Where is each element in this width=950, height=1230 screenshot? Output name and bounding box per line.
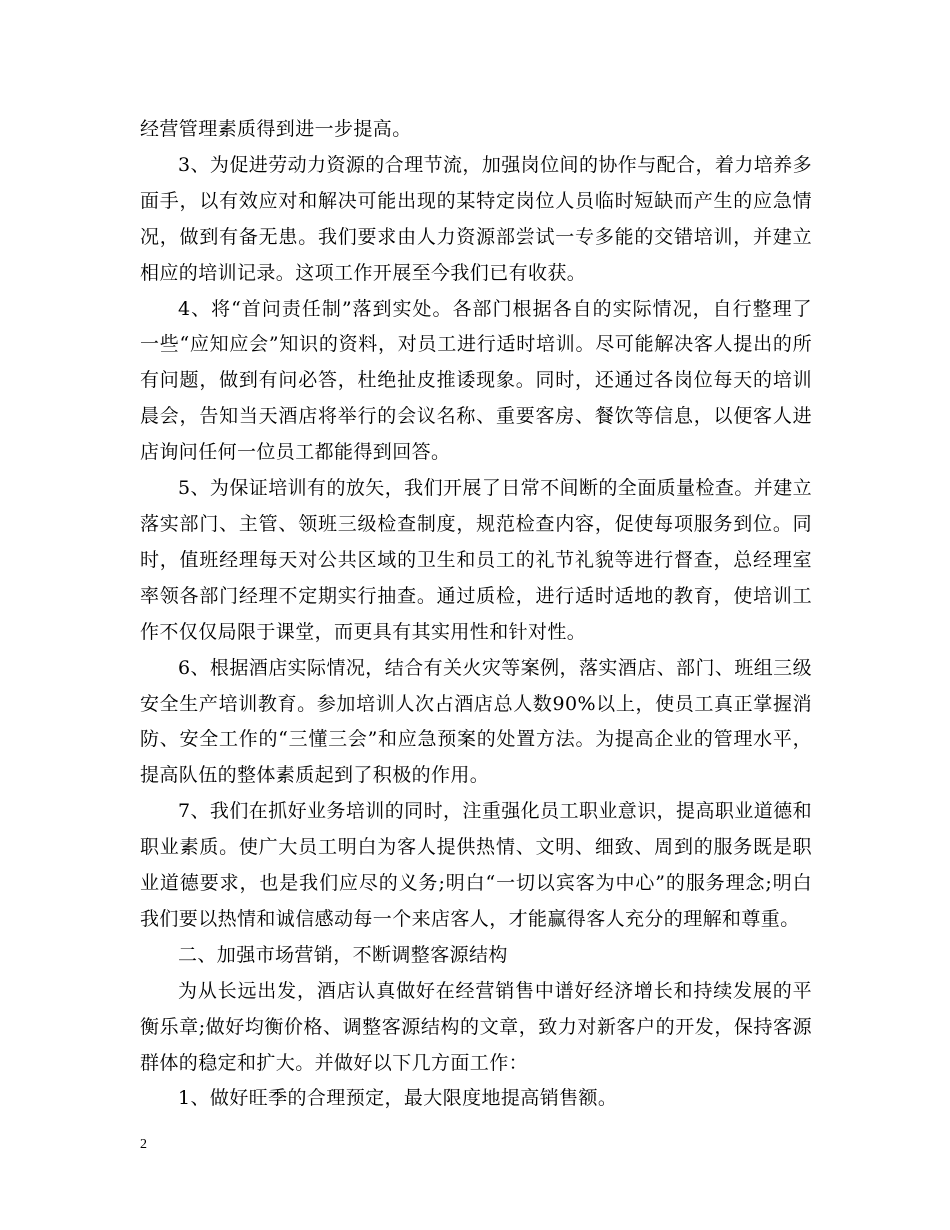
- paragraph-continuation: 经营管理素质得到进一步提高。: [140, 118, 412, 140]
- page-number: 2: [140, 1137, 147, 1152]
- paragraph-item-7: 7、我们在抓好业务培训的同时，注重强化员工职业意识，提高职业道德和职业素质。使广大员工明白为客人提供热情、文明、细致、周到的服务既是职业道德要求，也是我们应尽的义务;明白“一切以宾客为中心”的服务理念;明白我们要以热情和诚信感动每一个来店客人，才能赢得客人充分的理解和尊重。: [140, 800, 812, 930]
- paragraph-item-4: 4、将“首问责任制”落到实处。各部门根据各自的实际情况，自行整理了一些“应知应会”知识的资料，对员工进行适时培训。尽可能解决客人提出的所有问题，做到有问必答，杜绝扯皮推诿现象。同时，还通过各岗位每天的培训晨会，告知当天酒店将举行的会议名称、重要客房、餐饮等信息，以便客人进店询问任何一位员工都能得到回答。: [140, 297, 812, 464]
- paragraph-item-6: 6、根据酒店实际情况，结合有关火灾等案例，落实酒店、部门、班组三级安全生产培训教育。参加培训人次占酒店总人数90%以上，使员工真正掌握消防、安全工作的“三懂三会”和应急预案的处置方法。为提高企业的管理水平，提高队伍的整体素质起到了积极的作用。: [140, 656, 812, 787]
- paragraph-item-3: 3、为促进劳动力资源的合理节流，加强岗位间的协作与配合，着力培养多面手，以有效应对和解决可能出现的某特定岗位人员临时短缺而产生的应急情况，做到有备无患。我们要求由人力资源部尝试一专多能的交错培训，并建立相应的培训记录。这项工作开展至今我们已有收获。: [140, 153, 812, 284]
- paragraph-item-5: 5、为保证培训有的放矢，我们开展了日常不间断的全面质量检查。并建立落实部门、主管、领班三级检查制度，规范检查内容，促使每项服务到位。同时，值班经理每天对公共区域的卫生和员工的礼节礼貌等进行督查，总经理室率领各部门经理不定期实行抽查。通过质检，进行适时适地的教育，使培训工作不仅仅局限于课堂，而更具有其实用性和针对性。: [140, 477, 812, 643]
- paragraph-item-1: 1、做好旺季的合理预定，最大限度地提高销售额。: [178, 1087, 618, 1110]
- section-heading: 二、加强市场营销，不断调整客源结构: [178, 943, 508, 966]
- paragraph-intro: 为从长远出发，酒店认真做好在经营销售中谱好经济增长和持续发展的平衡乐章;做好均衡价格、调整客源结构的文章，致力对新客户的开发，保持客源群体的稳定和扩大。并做好以下几方面工作：: [140, 979, 812, 1074]
- body-text: [140, 112, 812, 1117]
